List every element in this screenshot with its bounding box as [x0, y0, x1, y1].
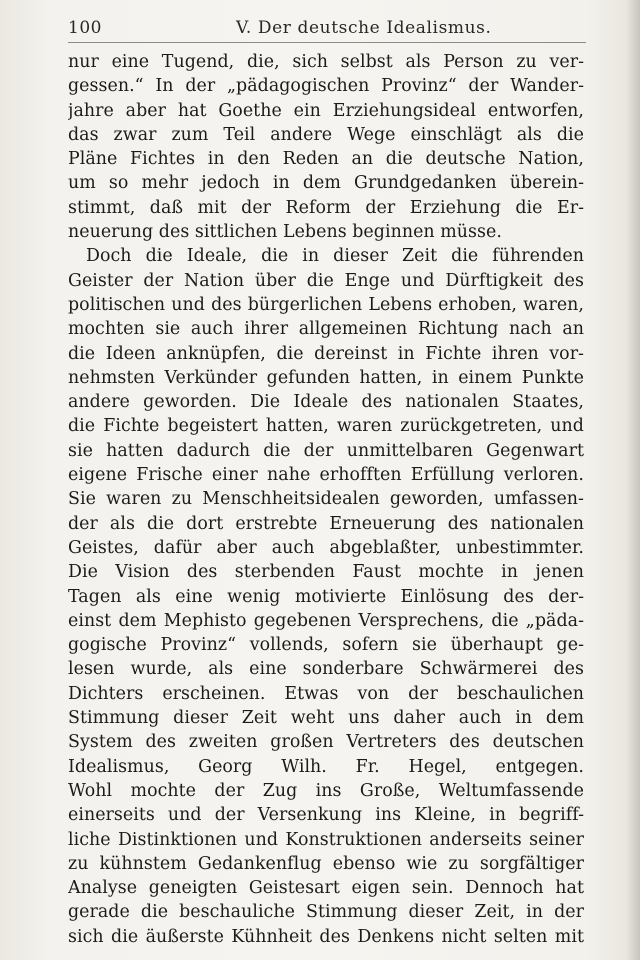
- text-line: nehmsten Verkünder gefunden hatten, in einem Punkte: [68, 367, 584, 388]
- text-line: liche Distinktionen und Konstruktionen anderseits seiner: [68, 829, 584, 850]
- text-line: mochten sie auch ihrer allgemeinen Richtung nach an: [68, 319, 584, 340]
- text-line: sie hatten dadurch die der unmittelbaren Gegenwart: [68, 440, 584, 461]
- text-line: Doch die Ideale, die in dieser Zeit die führenden: [86, 246, 584, 267]
- text-line: stimmt, daß mit der Reform der Erziehung die Er-: [68, 197, 584, 218]
- text-line: der als die dort erstrebte Erneuerung des nationalen: [68, 513, 584, 534]
- text-line: das zwar zum Teil andere Wege einschlägt als die: [68, 124, 584, 145]
- text-line: die Ideen anknüpfen, die dereinst in Fichte ihren vor-: [68, 343, 584, 364]
- text-line: zu kühnstem Gedankenflug ebenso wie zu sorgfältiger: [68, 853, 584, 874]
- text-line: einerseits und der Versenkung ins Kleine, in begriff-: [68, 805, 584, 826]
- text-line: die Fichte begeistert hatten, waren zurückgetreten, und: [68, 416, 584, 437]
- paragraph-2: [68, 244, 584, 949]
- text-line: System des zweiten großen Vertreters des deutschen: [68, 732, 584, 753]
- page-number: 100: [68, 18, 102, 38]
- text-line: sich die äußerste Kühnheit des Denkens nicht selten mit: [68, 926, 584, 947]
- text-line: neuerung des sittlichen Lebens beginnen müsse.: [68, 222, 502, 243]
- text-line: lesen wurde, als eine sonderbare Schwärmerei des: [68, 659, 584, 680]
- text-line: Pläne Fichtes in den Reden an die deutsche Nation,: [68, 149, 584, 170]
- text-line: einst dem Mephisto gegebenen Versprechens, die „päda-: [68, 610, 584, 631]
- text-line: andere geworden. Die Ideale des nationalen Staates,: [68, 392, 584, 413]
- text-line: Stimmung dieser Zeit weht uns daher auch in dem: [68, 708, 584, 729]
- running-head: V. Der deutsche Idealismus.: [236, 18, 492, 38]
- text-line: eigene Frische einer nahe erhofften Erfüllung verloren.: [68, 465, 584, 486]
- text-line: gessen.“ In der „pädagogischen Provinz“ der Wander-: [68, 76, 584, 97]
- page-edge-shadow: [626, 0, 640, 960]
- text-line: nur eine Tugend, die, sich selbst als Person zu ver-: [68, 52, 584, 72]
- text-line: Geistes, dafür aber auch abgeblaßter, unbestimmter.: [68, 537, 584, 558]
- text-line: um so mehr jedoch in dem Grundgedanken überein-: [68, 173, 584, 194]
- body-text: [68, 50, 584, 949]
- text-line: gogische Provinz“ vollends, sofern sie überhaupt ge-: [68, 635, 584, 656]
- text-line: politischen und des bürgerlichen Lebens erhoben, waren,: [68, 294, 584, 315]
- text-line: Analyse geneigten Geistesart eigen sein. Dennoch hat: [68, 878, 584, 899]
- text-line: gerade die beschauliche Stimmung dieser Zeit, in der: [68, 902, 584, 923]
- text-line: Idealismus, Georg Wilh. Fr. Hegel, entgegen.: [68, 756, 584, 777]
- text-line: Geister der Nation über die Enge und Dürftigkeit des: [68, 270, 584, 291]
- text-line: Wohl mochte der Zug ins Große, Weltumfassende: [68, 780, 584, 801]
- text-line: Tagen als eine wenig motivierte Einlösung des der-: [68, 586, 584, 607]
- page-header: [68, 14, 588, 44]
- header-rule: [68, 42, 586, 43]
- text-line: Sie waren zu Menschheitsidealen geworden, umfassen-: [68, 489, 584, 510]
- text-line: jahre aber hat Goethe ein Erziehungsideal entworfen,: [68, 100, 584, 121]
- paragraph-1: [68, 50, 584, 244]
- text-line: Die Vision des sterbenden Faust mochte in jenen: [68, 562, 584, 583]
- text-line: Dichters erscheinen. Etwas von der beschaulichen: [68, 683, 584, 704]
